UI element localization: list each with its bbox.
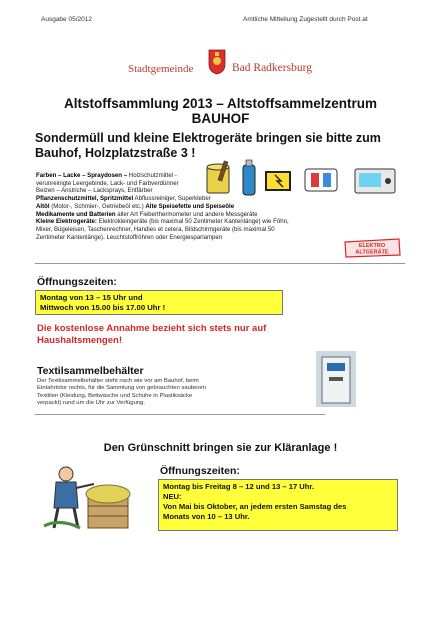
stamp-line-2: ALTGERÄTE <box>355 249 389 256</box>
sondermuell-heading <box>35 131 415 161</box>
green-line-3: Von Mai bis Oktober, an jedem ersten Samstag des <box>163 502 347 511</box>
textil-line-1: Der Textilsammelbehälter steht nach wie vor am Bauhof, beim <box>37 378 199 384</box>
divider <box>35 414 325 415</box>
divider <box>35 263 405 264</box>
list-item: Mixer, Bügeleisen, Taschenrechner, Handies et cetera, Bildschirmgeräte (bis maximal 50 <box>36 225 275 233</box>
list-item: Medikamente und Batterien aller Art Fieberthermometer und andere Messgeräte <box>36 210 258 218</box>
brand-right: Bad Radkersburg <box>232 62 312 74</box>
stamp-line-1: ELEKTRO <box>358 243 386 249</box>
opening-hours-heading: Öffnungszeiten: <box>37 276 117 288</box>
page-title <box>0 96 441 126</box>
green-line-1: Montag bis Freitag 8 – 12 und 13 – 17 Uhr. <box>163 482 315 491</box>
textil-text <box>37 378 292 407</box>
coat-of-arms-icon <box>208 49 226 75</box>
subheading-line-2: Bauhof, Holzplatzstraße 3 ! <box>35 146 196 160</box>
gardener-compost-icon <box>40 458 140 533</box>
opening-hours-line-1: Montag von 13 – 15 Uhr und <box>40 293 143 302</box>
household-notice <box>37 323 397 346</box>
green-opening-box <box>158 479 398 531</box>
title-line-1: Altstoffsammlung 2013 – Altstoffsammelzentrum <box>63 96 378 111</box>
opening-hours-box <box>35 290 283 315</box>
electro-device-icon <box>355 169 395 193</box>
issue-label: Ausgabe 05/2012 <box>41 16 92 23</box>
textil-line-3: Textilien (Kleidung, Bettwäsche und Schuhe in Plastiksäcke <box>37 392 193 399</box>
textil-line-4: verpackt) rund um die Uhr zur Verfügung. <box>37 399 146 406</box>
list-item: Farben – Lacke – Spraydosen – Holzschutzmittel - <box>36 172 177 179</box>
green-line-2: NEU: <box>163 492 182 501</box>
list-item: Kleine Elektrogeräte: Elektrokleingeräte (bis maximal 50 Zentimeter Kantenlänge) wie Föhn, <box>36 218 289 226</box>
green-waste-heading: Den Grünschnitt bringen sie zur Kläranlage ! <box>103 442 338 454</box>
list-item: Beizen – Anstriche – Lacksprays, Entfärber <box>36 187 153 195</box>
list-item: Pflanzenschutzmittel, Spritzmittel Abflussreiniger, Superkleber <box>36 195 211 203</box>
opening-hours-line-2: Mittwoch von 15.00 bis 17.00 Uhr ! <box>40 303 166 312</box>
textil-heading: Textilsammelbehälter <box>37 365 144 377</box>
textile-container-photo <box>316 351 356 407</box>
list-item: Altöl (Motor-, Schmier-, Getriebeöl etc.) Alte Speisefette und Speiseöle <box>36 202 235 210</box>
postal-notice: Amtliche Mitteilung Zugestellt durch Post.at <box>243 16 368 23</box>
list-item: Zentimeter Kantenlänge). Leuchtstoffröhren oder Energiesparlampen <box>36 233 223 241</box>
title-line-2: BAUHOF <box>191 111 250 126</box>
textil-line-2: Eintahrtstor rechts, für die Sammlung von gebrauchten sauberen <box>37 385 206 392</box>
notice-line-1: Die kostenlose Annahme bezieht sich stets nur auf <box>37 323 267 334</box>
elektro-altgeraete-stamp <box>342 238 402 258</box>
list-item: verunreinigte Leergebinde, Lack- und Farbverdünner <box>36 179 179 187</box>
brand-left: Stadtgemeinde <box>128 63 194 75</box>
subheading-line-1: Sondermüll und kleine Elektrogeräte bringen sie bitte zum <box>35 131 381 145</box>
notice-line-2: Haushaltsmengen! <box>37 334 122 346</box>
waste-item-list <box>36 172 351 241</box>
green-opening-heading: Öffnungszeiten: <box>160 465 240 477</box>
green-line-4: Monats von 10 – 13 Uhr. <box>163 512 250 521</box>
